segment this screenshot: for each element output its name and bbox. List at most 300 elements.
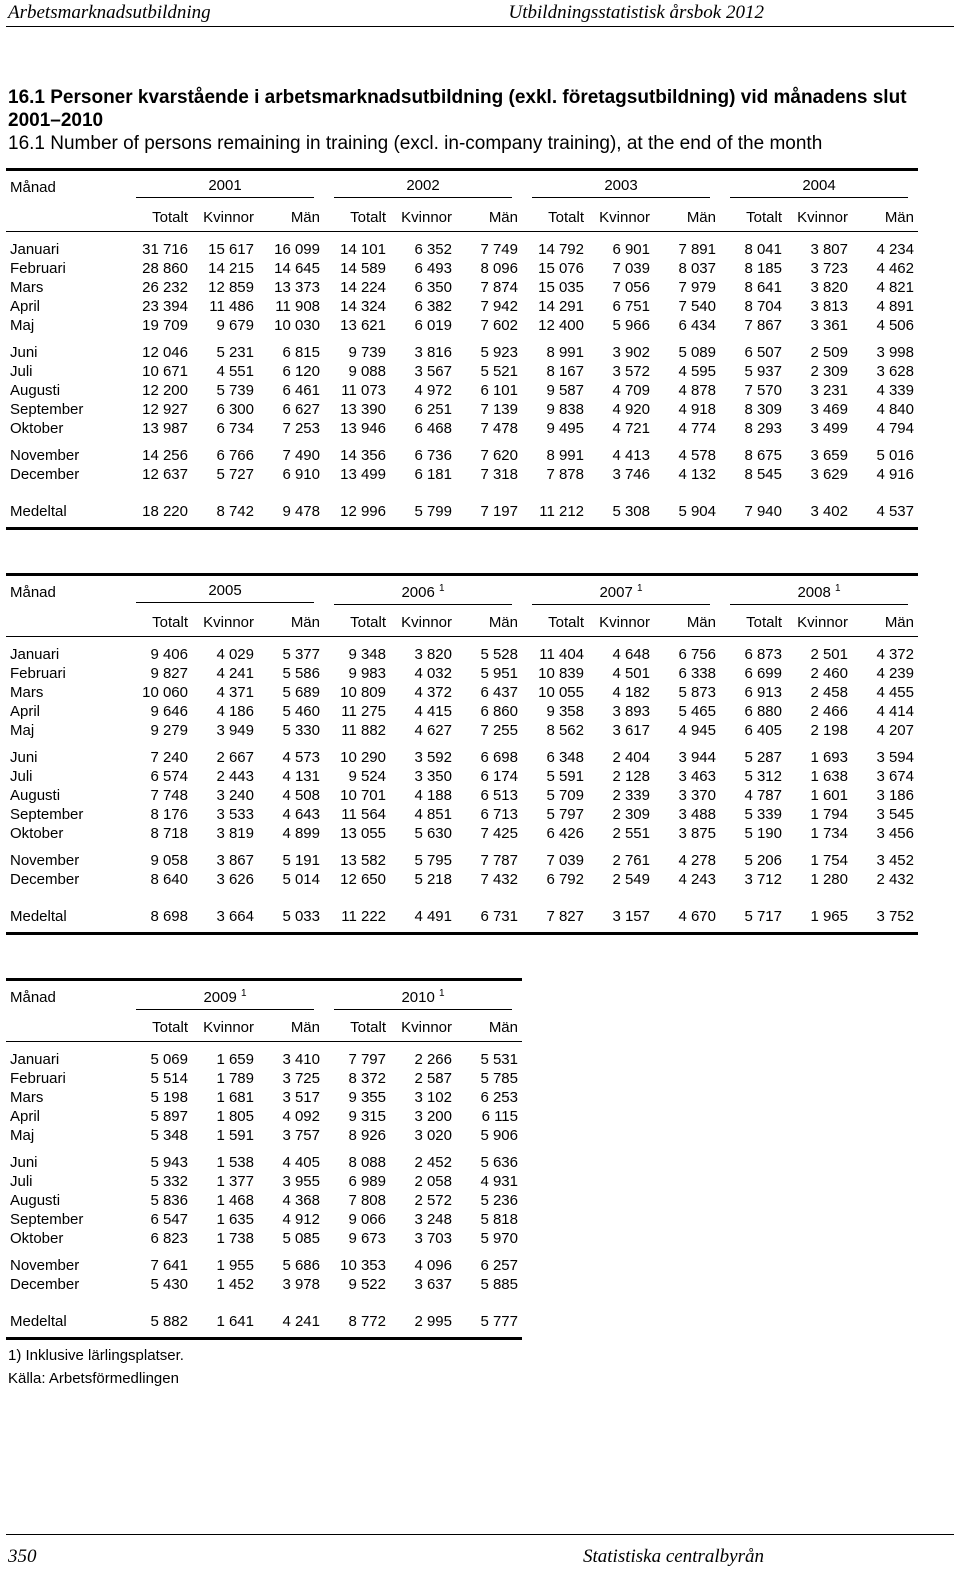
row-label: Juni (10, 1154, 38, 1171)
data-cell: 6 493 (414, 260, 452, 277)
row-label: Januari (10, 1051, 60, 1068)
data-cell: 10 353 (340, 1257, 386, 1274)
data-cell: 4 372 (414, 684, 452, 701)
data-cell: 6 434 (678, 317, 716, 334)
data-cell: 7 425 (480, 825, 518, 842)
data-cell: 2 501 (810, 646, 848, 663)
data-cell: 9 058 (150, 852, 188, 869)
data-cell: 3 517 (282, 1089, 320, 1106)
data-cell: 6 574 (150, 768, 188, 785)
sub-column-header: Män (654, 608, 720, 637)
data-cell: 5 330 (282, 722, 320, 739)
data-cell: 4 131 (282, 768, 320, 785)
data-cell: 2 466 (810, 703, 848, 720)
data-cell: 2 572 (414, 1192, 452, 1209)
data-cell: 6 461 (282, 382, 320, 399)
data-cell: 12 200 (142, 382, 188, 399)
row-label: Juli (10, 768, 33, 785)
data-cell: 4 092 (282, 1108, 320, 1125)
row-label: Oktober (10, 1230, 64, 1247)
sub-column-header: Kvinnor (390, 1013, 456, 1042)
data-cell: 3 592 (414, 749, 452, 766)
data-cell: 11 564 (341, 806, 386, 823)
row-label: Mars (10, 1089, 44, 1106)
data-cell: 9 524 (348, 768, 386, 785)
data-cell: 10 060 (142, 684, 188, 701)
data-cell: 2 551 (612, 825, 650, 842)
data-cell: 5 069 (150, 1051, 188, 1068)
data-cell: 5 231 (216, 344, 254, 361)
data-cell: 4 851 (414, 806, 452, 823)
row-label: Medeltal (6, 502, 126, 529)
data-cell: 11 908 (275, 298, 320, 315)
year-label: 2006 (401, 584, 435, 601)
year-header (126, 576, 324, 608)
data-cell: 8 562 (546, 722, 584, 739)
year-header (126, 981, 324, 1013)
month-column-header: Månad (10, 988, 56, 1006)
data-cell: 10 290 (340, 749, 386, 766)
data-cell: 10 839 (538, 665, 584, 682)
data-cell: 10 701 (340, 787, 386, 804)
data-cell: 4 186 (216, 703, 254, 720)
data-cell: 3 629 (810, 466, 848, 483)
data-cell: 4 234 (876, 241, 914, 258)
data-cell: 3 949 (216, 722, 254, 739)
data-cell: 2 509 (810, 344, 848, 361)
footnote-marker: 1 (834, 583, 841, 594)
data-cell: 3 674 (876, 768, 914, 785)
data-cell: 7 808 (348, 1192, 386, 1209)
data-cell: 6 426 (546, 825, 584, 842)
footnote-marker: 1 (438, 583, 445, 594)
data-cell: 6 251 (414, 401, 452, 418)
data-cell: 2 309 (810, 363, 848, 380)
data-cell: 3 819 (216, 825, 254, 842)
data-cell: 11 212 (522, 502, 588, 529)
data-cell: 3 186 (876, 787, 914, 804)
data-cell: 1 681 (216, 1089, 254, 1106)
header-rule (6, 26, 954, 27)
table-row (6, 362, 918, 381)
data-cell: 5 514 (150, 1070, 188, 1087)
page-number: 350 (8, 1546, 37, 1567)
row-label: Januari (10, 646, 60, 663)
data-cell: 6 405 (744, 722, 782, 739)
row-label: Augusti (10, 1192, 61, 1209)
data-cell: 14 291 (538, 298, 584, 315)
data-cell: 5 191 (282, 852, 320, 869)
data-cell: 4 918 (678, 401, 716, 418)
data-cell: 15 617 (208, 241, 254, 258)
data-cell: 1 693 (810, 749, 848, 766)
data-cell: 3 723 (810, 260, 848, 277)
data-cell: 2 058 (414, 1173, 452, 1190)
year-label: 2009 (203, 989, 237, 1006)
data-cell: 1 794 (810, 806, 848, 823)
data-cell: 1 591 (216, 1127, 254, 1144)
data-cell: 4 537 (852, 502, 918, 529)
data-cell: 11 275 (341, 703, 386, 720)
data-cell: 8 742 (192, 502, 258, 529)
data-cell: 12 400 (538, 317, 584, 334)
data-cell: 4 916 (876, 466, 914, 483)
data-cell: 1 538 (216, 1154, 254, 1171)
data-cell: 4 096 (414, 1257, 452, 1274)
data-cell: 5 951 (480, 665, 518, 682)
data-cell: 6 253 (480, 1089, 518, 1106)
data-cell: 6 382 (414, 298, 452, 315)
data-cell: 7 979 (678, 279, 716, 296)
data-cell: 5 904 (654, 502, 720, 529)
data-cell: 7 797 (348, 1051, 386, 1068)
footnote-marker: 1 (438, 988, 445, 999)
row-label: Augusti (10, 382, 61, 399)
data-cell: 7 878 (546, 466, 584, 483)
statistics-table-2009-2010 (6, 978, 522, 1340)
data-cell: 8 041 (744, 241, 782, 258)
sub-column-header: Totalt (324, 203, 390, 232)
data-cell: 8 704 (744, 298, 782, 315)
data-cell: 16 099 (274, 241, 320, 258)
data-cell: 4 578 (678, 447, 716, 464)
year-header (720, 171, 918, 203)
data-cell: 7 602 (480, 317, 518, 334)
data-cell: 3 452 (876, 852, 914, 869)
running-header-right: Utbildningsstatistisk årsbok 2012 (508, 2, 764, 23)
year-header (522, 171, 720, 203)
data-cell: 13 499 (340, 466, 386, 483)
data-cell: 4 774 (678, 420, 716, 437)
data-cell: 3 820 (414, 646, 452, 663)
data-cell: 4 501 (612, 665, 650, 682)
data-cell: 4 627 (414, 722, 452, 739)
data-cell: 5 528 (480, 646, 518, 663)
row-label: Medeltal (6, 907, 126, 934)
data-cell: 5 885 (480, 1276, 518, 1293)
data-cell: 9 355 (348, 1089, 386, 1106)
sub-column-header: Män (456, 1013, 522, 1042)
table-row (6, 1210, 522, 1229)
data-cell: 3 533 (216, 806, 254, 823)
row-label: November (10, 852, 80, 869)
data-cell: 4 648 (612, 646, 650, 663)
table-row (6, 502, 918, 529)
data-cell: 6 815 (282, 344, 320, 361)
table-row (6, 400, 918, 419)
sub-column-header: Kvinnor (390, 203, 456, 232)
row-label: December (10, 466, 80, 483)
data-cell: 3 231 (810, 382, 848, 399)
row-label: Juni (10, 344, 38, 361)
data-cell: 9 495 (546, 420, 584, 437)
data-cell: 9 066 (348, 1211, 386, 1228)
data-cell: 13 946 (340, 420, 386, 437)
data-cell: 14 356 (340, 447, 386, 464)
data-cell: 8 772 (324, 1312, 390, 1339)
data-cell: 4 239 (876, 665, 914, 682)
data-cell: 4 455 (876, 684, 914, 701)
data-cell: 6 513 (480, 787, 518, 804)
table-row (6, 851, 918, 870)
table-row (6, 683, 918, 702)
data-cell: 3 463 (678, 768, 716, 785)
row-label: December (10, 871, 80, 888)
data-cell: 4 339 (876, 382, 914, 399)
data-cell: 10 809 (340, 684, 386, 701)
data-cell: 6 989 (348, 1173, 386, 1190)
data-cell: 2 761 (612, 852, 650, 869)
data-cell: 5 312 (744, 768, 782, 785)
sub-column-header: Kvinnor (786, 203, 852, 232)
data-cell: 3 816 (414, 344, 452, 361)
year-header (126, 171, 324, 203)
data-cell: 4 972 (414, 382, 452, 399)
data-cell: 7 867 (744, 317, 782, 334)
data-cell: 4 573 (282, 749, 320, 766)
data-cell: 14 256 (142, 447, 188, 464)
data-cell: 3 020 (414, 1127, 452, 1144)
table-row (6, 1191, 522, 1210)
sub-column-header: Totalt (126, 608, 192, 637)
data-cell: 7 942 (480, 298, 518, 315)
data-cell: 6 338 (678, 665, 716, 682)
data-cell: 6 699 (744, 665, 782, 682)
row-label: Augusti (10, 787, 61, 804)
data-cell: 9 088 (348, 363, 386, 380)
data-cell: 4 821 (876, 279, 914, 296)
data-cell: 3 746 (612, 466, 650, 483)
sub-column-header: Män (852, 608, 918, 637)
data-cell: 1 641 (192, 1312, 258, 1339)
data-cell: 13 621 (340, 317, 386, 334)
data-cell: 6 101 (480, 382, 518, 399)
table-row (6, 1256, 522, 1275)
data-cell: 14 645 (274, 260, 320, 277)
data-cell: 9 646 (150, 703, 188, 720)
data-cell: 5 033 (258, 907, 324, 934)
data-cell: 6 860 (480, 703, 518, 720)
statistics-table-2001-2004 (6, 168, 918, 530)
data-cell: 13 582 (340, 852, 386, 869)
data-cell: 3 102 (414, 1089, 452, 1106)
data-cell: 3 240 (216, 787, 254, 804)
data-cell: 1 734 (810, 825, 848, 842)
data-cell: 2 995 (390, 1312, 456, 1339)
data-cell: 5 206 (744, 852, 782, 869)
data-cell: 3 626 (216, 871, 254, 888)
table-row (6, 1229, 522, 1248)
data-cell: 9 478 (258, 502, 324, 529)
data-cell: 4 840 (876, 401, 914, 418)
data-cell: 6 547 (150, 1211, 188, 1228)
data-cell: 4 912 (282, 1211, 320, 1228)
data-cell: 7 139 (480, 401, 518, 418)
data-cell: 4 878 (678, 382, 716, 399)
table-row (6, 446, 918, 465)
data-cell: 4 721 (612, 420, 650, 437)
row-label: Oktober (10, 825, 64, 842)
data-cell: 6 120 (282, 363, 320, 380)
data-cell: 4 413 (612, 447, 650, 464)
data-cell: 7 748 (150, 787, 188, 804)
data-cell: 5 016 (876, 447, 914, 464)
data-cell: 1 955 (216, 1257, 254, 1274)
source-note: Källa: Arbetsförmedlingen (8, 1370, 179, 1387)
data-cell: 5 089 (678, 344, 716, 361)
data-cell: 7 891 (678, 241, 716, 258)
table-row (6, 1069, 522, 1088)
row-label: Februari (10, 1070, 66, 1087)
data-cell: 6 913 (744, 684, 782, 701)
data-cell: 6 468 (414, 420, 452, 437)
data-cell: 10 055 (538, 684, 584, 701)
row-label: September (10, 401, 84, 418)
data-cell: 7 749 (480, 241, 518, 258)
data-cell: 6 823 (150, 1230, 188, 1247)
sub-column-header: Totalt (126, 1013, 192, 1042)
data-cell: 4 643 (282, 806, 320, 823)
data-cell: 5 717 (720, 907, 786, 934)
data-cell: 31 716 (142, 241, 188, 258)
table-row (6, 767, 918, 786)
data-cell: 5 630 (414, 825, 452, 842)
data-cell: 6 880 (744, 703, 782, 720)
data-cell: 5 970 (480, 1230, 518, 1247)
data-cell: 4 920 (612, 401, 650, 418)
row-label: Mars (10, 279, 44, 296)
sub-column-header: Kvinnor (192, 203, 258, 232)
data-cell: 11 882 (341, 722, 386, 739)
data-cell: 6 713 (480, 806, 518, 823)
sub-column-header: Kvinnor (786, 608, 852, 637)
data-cell: 4 595 (678, 363, 716, 380)
table-row (6, 786, 918, 805)
data-cell: 8 176 (150, 806, 188, 823)
publisher-name: Statistiska centralbyrån (582, 1546, 764, 1567)
row-label: September (10, 806, 84, 823)
data-cell: 3 807 (810, 241, 848, 258)
data-cell: 3 350 (414, 768, 452, 785)
data-cell: 7 240 (150, 749, 188, 766)
data-cell: 7 432 (480, 871, 518, 888)
sub-column-header: Män (852, 203, 918, 232)
data-cell: 3 875 (678, 825, 716, 842)
data-cell: 5 332 (150, 1173, 188, 1190)
data-cell: 7 039 (546, 852, 584, 869)
data-cell: 8 675 (744, 447, 782, 464)
data-cell: 1 468 (216, 1192, 254, 1209)
table-row (6, 465, 918, 484)
data-cell: 14 224 (340, 279, 386, 296)
table-row (6, 805, 918, 824)
data-cell: 5 966 (612, 317, 650, 334)
year-label: 2004 (802, 177, 836, 194)
data-cell: 13 055 (340, 825, 386, 842)
data-cell: 4 243 (678, 871, 716, 888)
data-cell: 5 531 (480, 1051, 518, 1068)
table-row (6, 664, 918, 683)
data-cell: 8 293 (744, 420, 782, 437)
year-header (324, 981, 522, 1013)
footnote-marker: 1 (240, 988, 247, 999)
row-label: Mars (10, 684, 44, 701)
data-cell: 7 490 (282, 447, 320, 464)
data-cell: 3 567 (414, 363, 452, 380)
data-cell: 7 478 (480, 420, 518, 437)
data-cell: 3 703 (414, 1230, 452, 1247)
data-cell: 7 318 (480, 466, 518, 483)
data-cell: 5 686 (282, 1257, 320, 1274)
data-cell: 3 902 (612, 344, 650, 361)
sub-column-header: Totalt (720, 608, 786, 637)
table-row (6, 1088, 522, 1107)
data-cell: 1 659 (216, 1051, 254, 1068)
table-row (6, 1107, 522, 1126)
data-cell: 7 056 (612, 279, 650, 296)
data-cell: 3 637 (414, 1276, 452, 1293)
data-cell: 4 506 (876, 317, 914, 334)
data-cell: 5 085 (282, 1230, 320, 1247)
data-cell: 7 570 (744, 382, 782, 399)
data-cell: 3 893 (612, 703, 650, 720)
table-row (6, 1050, 522, 1069)
data-cell: 4 491 (390, 907, 456, 934)
data-cell: 9 315 (348, 1108, 386, 1125)
data-cell: 3 659 (810, 447, 848, 464)
data-cell: 12 927 (142, 401, 188, 418)
data-cell: 7 253 (282, 420, 320, 437)
data-cell: 4 709 (612, 382, 650, 399)
data-cell: 4 508 (282, 787, 320, 804)
table-row (6, 721, 918, 740)
year-label: 2010 (401, 989, 435, 1006)
data-cell: 6 300 (216, 401, 254, 418)
sub-column-header: Totalt (126, 203, 192, 232)
data-cell: 5 937 (744, 363, 782, 380)
month-column-header: Månad (10, 178, 56, 196)
data-cell: 9 827 (150, 665, 188, 682)
data-cell: 1 377 (216, 1173, 254, 1190)
data-cell: 14 101 (340, 241, 386, 258)
year-label: 2005 (208, 582, 242, 599)
data-cell: 2 339 (612, 787, 650, 804)
data-cell: 5 460 (282, 703, 320, 720)
data-cell: 3 752 (852, 907, 918, 934)
data-cell: 5 727 (216, 466, 254, 483)
data-cell: 3 402 (786, 502, 852, 529)
data-cell: 8 088 (348, 1154, 386, 1171)
data-cell: 12 650 (340, 871, 386, 888)
data-cell: 5 836 (150, 1192, 188, 1209)
data-cell: 8 991 (546, 344, 584, 361)
data-cell: 4 462 (876, 260, 914, 277)
data-cell: 2 460 (810, 665, 848, 682)
data-cell: 7 039 (612, 260, 650, 277)
data-cell: 19 709 (142, 317, 188, 334)
data-cell: 6 734 (216, 420, 254, 437)
data-cell: 9 983 (348, 665, 386, 682)
data-cell: 5 586 (282, 665, 320, 682)
data-cell: 1 965 (786, 907, 852, 934)
data-cell: 5 923 (480, 344, 518, 361)
data-cell: 4 241 (258, 1312, 324, 1339)
data-cell: 3 628 (876, 363, 914, 380)
footnote-apprenticeship: 1) Inklusive lärlingsplatser. (8, 1347, 184, 1364)
table-row (6, 297, 918, 316)
month-column-header: Månad (10, 583, 56, 601)
row-label: November (10, 447, 80, 464)
